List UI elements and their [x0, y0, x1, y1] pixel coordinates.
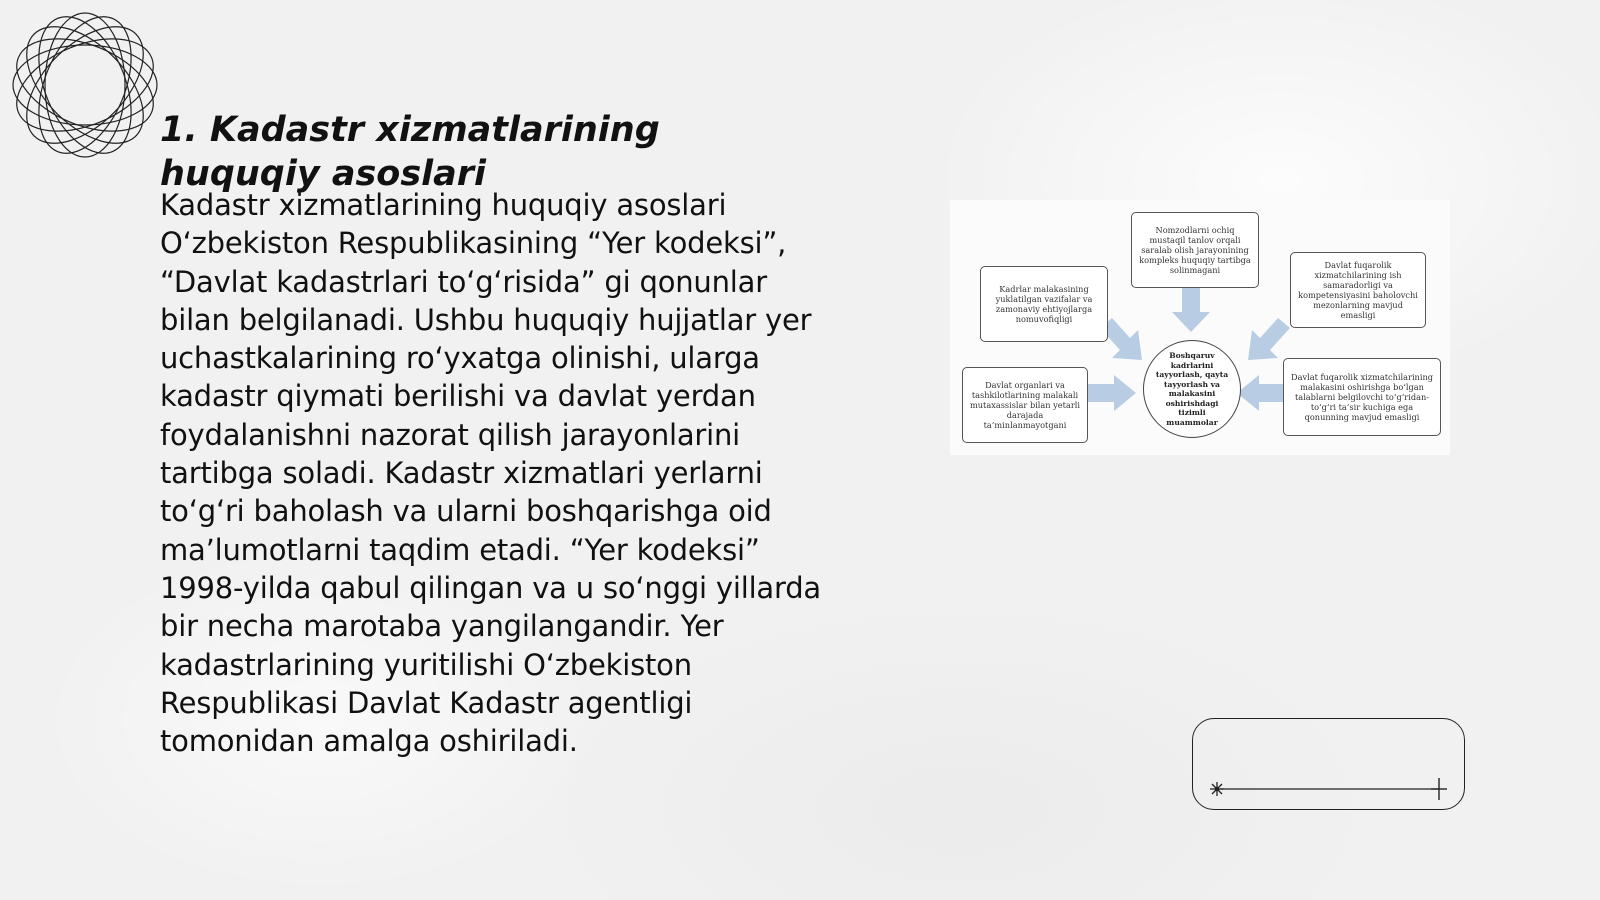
ornament-ring	[45, 13, 125, 157]
ornament-ring	[10, 10, 160, 160]
diagram-box-bottom-left: Davlat organlari va tashkilotlarining malakali mutaxassislar bilan yetarli darajada ta’minlanmayotgani	[962, 367, 1088, 443]
ornament-ring	[20, 10, 149, 160]
diagram-center-circle: Boshqaruv kadrlarini tayyorlash, qayta tayyorlash va malakasini oshirishdagi tizimli muammolar	[1143, 340, 1241, 438]
problems-diagram	[950, 200, 1450, 455]
diagram-box-top: Nomzodlarni ochiq mustaqil tanlov orqali saralab olish jarayonining kompleks huquqiy tartibga solinmagani	[1131, 212, 1259, 288]
arrow-diagonal-icon	[1248, 318, 1290, 360]
diagram-box-bottom-right: Davlat fuqarolik xizmatchilarining malakasini oshirishga bo‘lgan talablarni belgilovchi to‘g‘ridan-to‘g‘ri ta’sir kuchiga ega qonunning mavjud emasligi	[1283, 358, 1441, 436]
flower-of-life-rings-icon	[10, 10, 160, 160]
diagram-box-top-left: Kadrlar malakasining yuklatilgan vazifalar va zamonaviy ehtiyojlarga nomuvofiqligi	[980, 266, 1108, 342]
ornament-ring	[10, 20, 160, 149]
plus-icon	[1431, 778, 1447, 800]
ornament-ring	[10, 20, 160, 149]
ornament-ring	[10, 10, 160, 160]
arrow-down-icon	[1172, 288, 1210, 332]
ornament-ring	[20, 10, 149, 160]
slide-title: 1. Kadastr xizmatlarining huquqiy asoslari	[160, 110, 660, 194]
arrow-left-icon	[1237, 375, 1287, 411]
slide-body-text: Kadastr xizmatlarining huquqiy asoslari O‘zbekiston Respublikasining “Yer kodeksi”, “Davlat kadastrlari to‘g‘risida” gi qonunlar bilan belgilanadi. Ushbu huquqiy hujjatlar yer uchastkalarining ro‘yxatga olinishi, ularga kadastr qiymati berilishi va davlat yerdan foydalanishni nazorat qilish jarayonlarini tartibga soladi. Kadastr xizmatlari yerlarni to‘g‘ri baholash va ularni boshqarishga oid ma’lumotlarni taqdim etadi. “Yer kodeksi” 1998-yilda qabul qilingan va u so‘nggi yillarda bir necha marotaba yangilangandir. Yer kadastrlarining yuritilishi O‘zbekiston Respublikasi Davlat Kadastr agentligi tomonidan amalga oshiriladi.	[160, 188, 821, 759]
ornament-ring	[13, 45, 157, 125]
diagram-box-top-right: Davlat fuqarolik xizmatchilarining ish samaradorligi va kompetensiyasini baholovchi mezonlarning mavjud emasligi	[1290, 252, 1426, 328]
arrow-right-icon	[1086, 375, 1136, 411]
timeline-decoration	[1192, 718, 1465, 810]
